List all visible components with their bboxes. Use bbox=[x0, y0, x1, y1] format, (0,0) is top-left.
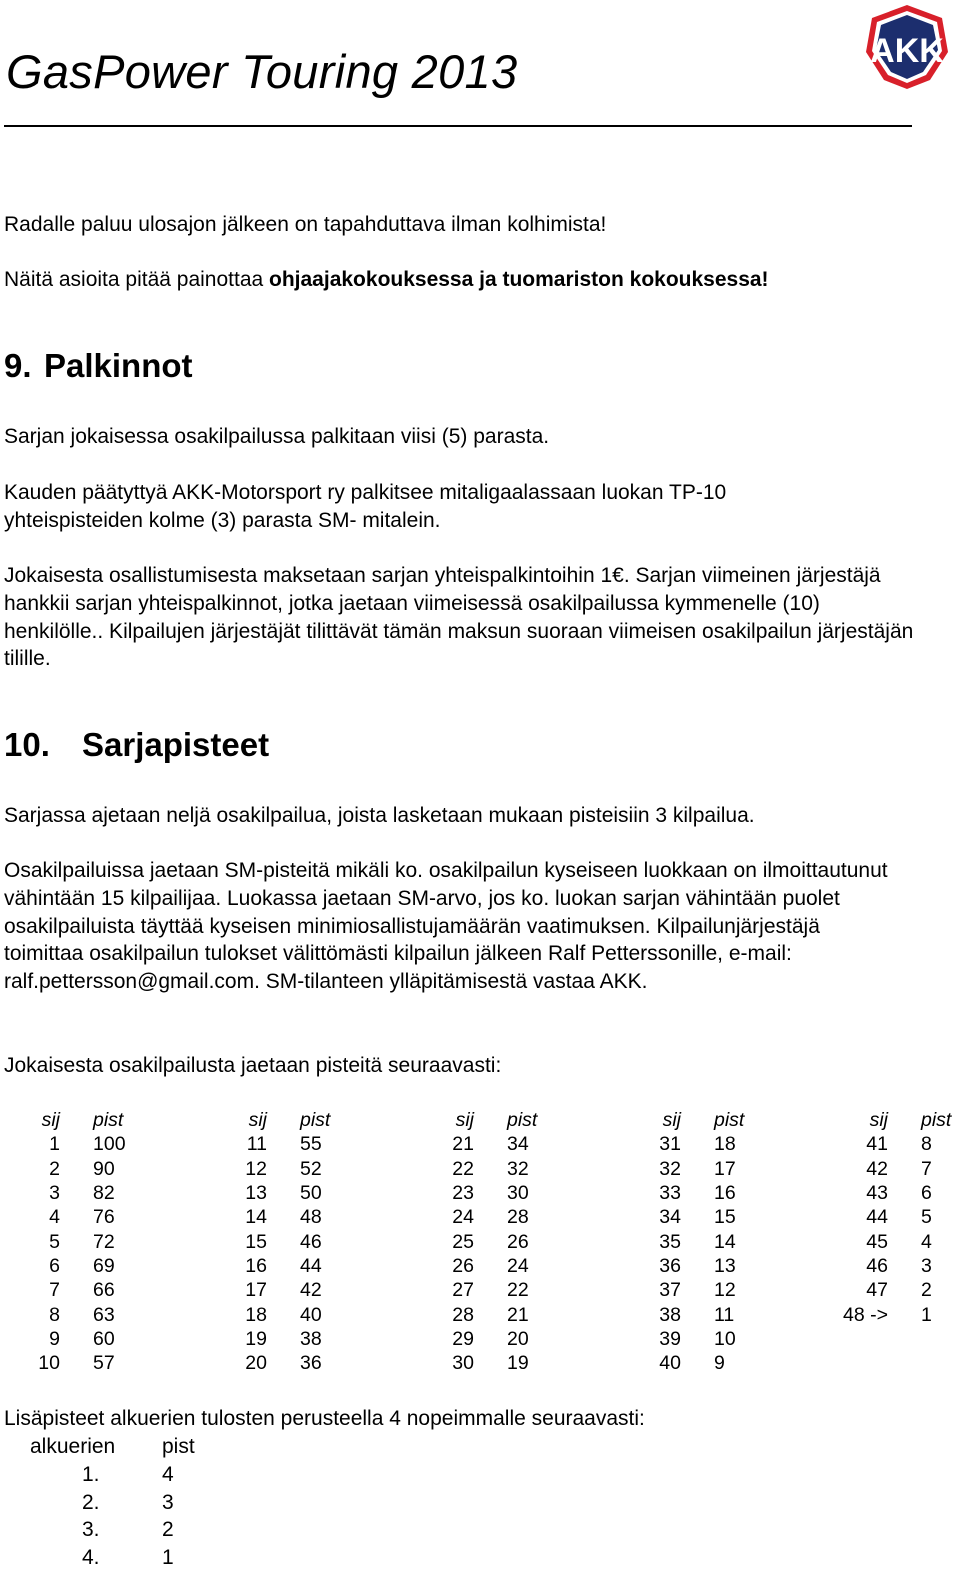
bonus-header-position: alkuerien bbox=[30, 1435, 116, 1458]
points-value: 12 bbox=[714, 1279, 736, 1302]
logo-text: AKK bbox=[870, 32, 944, 70]
points-row bbox=[416, 1132, 546, 1156]
section-heading-points bbox=[4, 726, 269, 764]
points-row bbox=[416, 1254, 546, 1278]
points-header-position: sij bbox=[662, 1109, 681, 1131]
bonus-position: 4. bbox=[82, 1546, 100, 1570]
points-value: 21 bbox=[507, 1303, 529, 1326]
points-row bbox=[416, 1205, 546, 1229]
points-position: 37 bbox=[659, 1279, 681, 1302]
points-position: 44 bbox=[866, 1206, 888, 1229]
points-position: 9 bbox=[49, 1328, 60, 1351]
points-value: 17 bbox=[714, 1157, 736, 1180]
points-row bbox=[209, 1205, 339, 1229]
points-value: 82 bbox=[93, 1182, 115, 1205]
points-value: 8 bbox=[921, 1133, 932, 1156]
points-position: 46 bbox=[866, 1255, 888, 1278]
points-row bbox=[830, 1132, 960, 1156]
points-position: 11 bbox=[246, 1133, 267, 1156]
points-header-row bbox=[416, 1108, 546, 1132]
points-row bbox=[623, 1132, 753, 1156]
points-value: 76 bbox=[93, 1206, 115, 1229]
points-row bbox=[830, 1254, 960, 1278]
paragraph-prizes-fee: Jokaisesta osallistumisesta maksetaan sarjan yhteispalkintoihin 1€. Sarjan viimeinen järjestäjä hankkii sarjan yhteispalkinnot, jotka jaetaan viimeisessä osakilpailussa kymmenelle (10) henkilölle.. Kilpailujen järjestäjät tilittävät tämän maksun suoraan viimeisen osakilpailun järjestäjän tilille. bbox=[4, 564, 914, 671]
points-position: 14 bbox=[245, 1206, 267, 1229]
points-value: 24 bbox=[507, 1255, 529, 1278]
points-position: 27 bbox=[452, 1279, 474, 1302]
points-value: 44 bbox=[300, 1255, 322, 1278]
points-row bbox=[623, 1327, 753, 1351]
points-value: 48 bbox=[300, 1206, 322, 1229]
points-position: 30 bbox=[452, 1352, 474, 1375]
points-position: 20 bbox=[245, 1352, 267, 1375]
paragraph-points-races: Sarjassa ajetaan neljä osakilpailua, joista lasketaan mukaan pisteisiin 3 kilpailua. bbox=[4, 804, 755, 827]
points-header-points: pist bbox=[300, 1109, 331, 1131]
points-value: 100 bbox=[93, 1133, 126, 1156]
points-position: 23 bbox=[452, 1182, 474, 1205]
points-position: 13 bbox=[245, 1182, 267, 1205]
points-row bbox=[209, 1254, 339, 1278]
points-row bbox=[623, 1254, 753, 1278]
bonus-position: 2. bbox=[82, 1490, 100, 1514]
points-value: 22 bbox=[507, 1279, 529, 1302]
points-position: 40 bbox=[659, 1352, 681, 1375]
points-row bbox=[830, 1205, 960, 1229]
points-row bbox=[2, 1205, 132, 1229]
points-value: 55 bbox=[300, 1133, 322, 1156]
points-position: 36 bbox=[659, 1255, 681, 1278]
section-number: 10. bbox=[4, 726, 50, 763]
paragraph-emphasis-text: Näitä asioita pitää painottaa bbox=[4, 268, 270, 291]
points-value: 30 bbox=[507, 1182, 529, 1205]
points-position: 5 bbox=[49, 1230, 60, 1253]
points-row bbox=[209, 1278, 339, 1302]
points-value: 36 bbox=[300, 1352, 322, 1375]
points-column-group bbox=[623, 1108, 753, 1376]
points-row bbox=[623, 1351, 753, 1375]
points-position: 22 bbox=[452, 1157, 474, 1180]
document-title: GasPower Touring 2013 bbox=[6, 45, 518, 98]
bonus-position: 3. bbox=[82, 1518, 100, 1542]
points-value: 16 bbox=[714, 1182, 736, 1205]
points-row bbox=[209, 1351, 339, 1375]
bonus-points: 4 bbox=[162, 1462, 174, 1486]
points-value: 15 bbox=[714, 1206, 736, 1229]
points-value: 90 bbox=[93, 1157, 115, 1180]
points-value: 26 bbox=[507, 1230, 529, 1253]
section-title: Sarjapisteet bbox=[82, 726, 270, 763]
section-number: 9. bbox=[4, 347, 32, 384]
points-position: 38 bbox=[659, 1303, 681, 1326]
points-header-points: pist bbox=[921, 1109, 952, 1131]
points-position: 19 bbox=[245, 1328, 267, 1351]
points-row bbox=[209, 1132, 339, 1156]
points-row bbox=[2, 1230, 132, 1254]
points-row bbox=[623, 1230, 753, 1254]
points-position: 45 bbox=[866, 1230, 888, 1253]
points-position: 2 bbox=[49, 1157, 60, 1180]
points-row bbox=[416, 1181, 546, 1205]
points-value: 60 bbox=[93, 1328, 115, 1351]
points-column-group bbox=[830, 1108, 960, 1327]
points-row bbox=[2, 1327, 132, 1351]
header-divider bbox=[4, 125, 912, 127]
bonus-points: 2 bbox=[162, 1518, 174, 1542]
points-row bbox=[830, 1230, 960, 1254]
points-row bbox=[2, 1303, 132, 1327]
section-heading-prizes bbox=[4, 347, 193, 385]
points-position: 24 bbox=[452, 1206, 474, 1229]
points-row bbox=[2, 1351, 132, 1375]
points-position: 10 bbox=[38, 1352, 60, 1375]
points-row bbox=[2, 1278, 132, 1302]
points-value: 10 bbox=[714, 1328, 736, 1351]
points-position: 32 bbox=[659, 1157, 681, 1180]
points-position: 29 bbox=[452, 1328, 474, 1351]
points-row bbox=[830, 1181, 960, 1205]
points-row bbox=[623, 1157, 753, 1181]
points-value: 9 bbox=[714, 1352, 725, 1375]
points-row bbox=[209, 1303, 339, 1327]
points-row bbox=[623, 1205, 753, 1229]
points-position: 39 bbox=[659, 1328, 681, 1351]
points-value: 18 bbox=[714, 1133, 736, 1156]
points-row bbox=[209, 1181, 339, 1205]
points-row bbox=[830, 1278, 960, 1302]
bonus-position: 1. bbox=[82, 1462, 100, 1486]
points-header-points: pist bbox=[93, 1109, 124, 1131]
paragraph-rejoin: Radalle paluu ulosajon jälkeen on tapahduttava ilman kolhimista! bbox=[4, 213, 607, 236]
points-position: 16 bbox=[245, 1255, 267, 1278]
points-value: 2 bbox=[921, 1279, 932, 1302]
points-position: 28 bbox=[452, 1303, 474, 1326]
points-row bbox=[209, 1157, 339, 1181]
points-row bbox=[416, 1303, 546, 1327]
points-row bbox=[2, 1181, 132, 1205]
points-position: 42 bbox=[866, 1157, 888, 1180]
points-header-position: sij bbox=[41, 1109, 60, 1131]
points-position: 4 bbox=[49, 1206, 60, 1229]
bonus-points: 1 bbox=[162, 1546, 174, 1570]
points-position: 7 bbox=[49, 1279, 60, 1302]
points-header-position: sij bbox=[455, 1109, 474, 1131]
points-value: 57 bbox=[93, 1352, 115, 1375]
akk-logo bbox=[862, 2, 952, 92]
points-position: 47 bbox=[866, 1279, 888, 1302]
bonus-header-points: pist bbox=[162, 1435, 195, 1458]
points-value: 20 bbox=[507, 1328, 529, 1351]
points-position: 41 bbox=[866, 1133, 888, 1156]
points-value: 42 bbox=[300, 1279, 322, 1302]
points-position: 3 bbox=[49, 1182, 60, 1205]
points-header-points: pist bbox=[507, 1109, 538, 1131]
points-header-row bbox=[830, 1108, 960, 1132]
points-value: 7 bbox=[921, 1157, 932, 1180]
points-position: 21 bbox=[452, 1133, 474, 1156]
bonus-points: 3 bbox=[162, 1490, 174, 1514]
points-row bbox=[830, 1303, 960, 1327]
points-position: 1 bbox=[49, 1133, 60, 1156]
points-row bbox=[416, 1327, 546, 1351]
points-row bbox=[2, 1157, 132, 1181]
points-value: 1 bbox=[921, 1303, 932, 1326]
points-position: 6 bbox=[49, 1255, 60, 1278]
points-row bbox=[2, 1254, 132, 1278]
points-row bbox=[416, 1278, 546, 1302]
points-header-position: sij bbox=[869, 1109, 888, 1131]
points-value: 11 bbox=[714, 1303, 735, 1326]
points-column-group bbox=[209, 1108, 339, 1376]
points-value: 6 bbox=[921, 1182, 932, 1205]
points-value: 52 bbox=[300, 1157, 322, 1180]
paragraph-prizes-season: Kauden päätyttyä AKK-Motorsport ry palkitsee mitaligaalassaan luokan TP-10 yhteispisteiden kolme (3) parasta SM- mitalein. bbox=[4, 481, 727, 532]
points-row bbox=[209, 1327, 339, 1351]
points-row bbox=[623, 1181, 753, 1205]
paragraph-emphasis-bold: ohjaajakokouksessa ja tuomariston kokouksessa! bbox=[269, 268, 769, 291]
points-position: 48 -> bbox=[843, 1303, 888, 1326]
points-position: 15 bbox=[245, 1230, 267, 1253]
paragraph-emphasis bbox=[4, 266, 944, 294]
points-value: 14 bbox=[714, 1230, 736, 1253]
points-position: 34 bbox=[659, 1206, 681, 1229]
points-row bbox=[416, 1230, 546, 1254]
points-value: 28 bbox=[507, 1206, 529, 1229]
points-value: 72 bbox=[93, 1230, 115, 1253]
points-position: 17 bbox=[245, 1279, 267, 1302]
points-position: 31 bbox=[659, 1133, 681, 1156]
points-value: 63 bbox=[93, 1303, 115, 1326]
points-position: 26 bbox=[452, 1255, 474, 1278]
points-value: 38 bbox=[300, 1328, 322, 1351]
points-header-position: sij bbox=[248, 1109, 267, 1131]
points-row bbox=[830, 1157, 960, 1181]
points-value: 40 bbox=[300, 1303, 322, 1326]
paragraph-prizes-round: Sarjan jokaisessa osakilpailussa palkitaan viisi (5) parasta. bbox=[4, 425, 550, 448]
points-position: 33 bbox=[659, 1182, 681, 1205]
points-row bbox=[416, 1351, 546, 1375]
points-row bbox=[2, 1132, 132, 1156]
points-value: 50 bbox=[300, 1182, 322, 1205]
points-column-group bbox=[416, 1108, 546, 1376]
points-value: 66 bbox=[93, 1279, 115, 1302]
points-value: 5 bbox=[921, 1206, 932, 1229]
points-position: 8 bbox=[49, 1303, 60, 1326]
points-value: 32 bbox=[507, 1157, 529, 1180]
points-header-row bbox=[623, 1108, 753, 1132]
points-row bbox=[623, 1278, 753, 1302]
points-row bbox=[623, 1303, 753, 1327]
section-title: Palkinnot bbox=[44, 347, 193, 384]
points-position: 25 bbox=[452, 1230, 474, 1253]
points-header-row bbox=[209, 1108, 339, 1132]
points-value: 3 bbox=[921, 1255, 932, 1278]
points-column-group bbox=[2, 1108, 132, 1376]
points-value: 4 bbox=[921, 1230, 932, 1253]
points-value: 13 bbox=[714, 1255, 736, 1278]
paragraph-bonus-intro: Lisäpisteet alkuerien tulosten perusteella 4 nopeimmalle seuraavasti: bbox=[4, 1407, 645, 1430]
points-value: 19 bbox=[507, 1352, 529, 1375]
points-value: 69 bbox=[93, 1255, 115, 1278]
points-position: 12 bbox=[245, 1157, 267, 1180]
points-position: 35 bbox=[659, 1230, 681, 1253]
points-position: 18 bbox=[245, 1303, 267, 1326]
points-header-points: pist bbox=[714, 1109, 745, 1131]
points-row bbox=[209, 1230, 339, 1254]
points-header-row bbox=[2, 1108, 132, 1132]
points-value: 34 bbox=[507, 1133, 529, 1156]
paragraph-points-sm: Osakilpailuissa jaetaan SM-pisteitä mikäli ko. osakilpailun kyseiseen luokkaan on ilmoittautunut vähintään 15 kilpailijaa. Luokassa jaetaan SM-arvo, jos ko. luokan sarjan vähintään puolet osakilpailuista täyttää kyseisen minimiosallistujamäärän vaatimuksen. Kilpailunjärjestäjä toimittaa osakilpailun tulokset välittömästi kilpailun jälkeen Ralf Petterssonille, e-mail: ralf.pettersson@gmail.com. SM-tilanteen ylläpitämisestä vastaa AKK. bbox=[4, 859, 888, 994]
points-row bbox=[416, 1157, 546, 1181]
points-value: 46 bbox=[300, 1230, 322, 1253]
points-position: 43 bbox=[866, 1182, 888, 1205]
paragraph-points-intro: Jokaisesta osakilpailusta jaetaan pisteitä seuraavasti: bbox=[4, 1054, 502, 1077]
